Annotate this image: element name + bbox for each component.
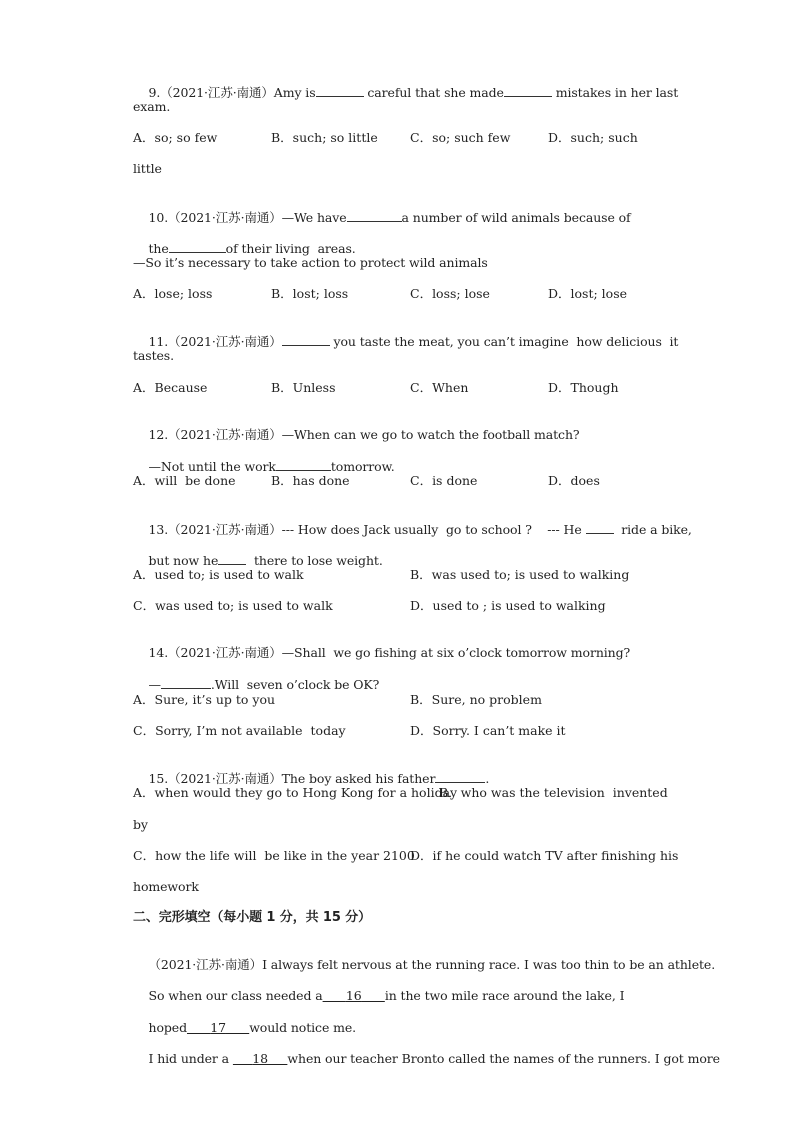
cloze-blank-16[interactable]: 16 [345, 988, 362, 1003]
passage-line: hoped 17 would notice me. [148, 1020, 357, 1035]
option-d[interactable]: D．Though [548, 380, 619, 395]
option-d[interactable]: D．does [548, 473, 600, 488]
option-a[interactable]: A．Sure, it’s up to you [133, 692, 276, 707]
option-c[interactable]: C．was used to; is used to walk [133, 598, 333, 613]
answer-blank[interactable] [276, 458, 331, 471]
option-c[interactable]: C．When [410, 380, 469, 395]
question-continuation: exam. [133, 99, 171, 114]
answer-blank[interactable] [347, 209, 402, 222]
option-a[interactable]: A．will be done [133, 473, 236, 488]
option-b[interactable]: B．such; so little [271, 130, 378, 145]
answer-blank[interactable] [316, 84, 364, 97]
option-c[interactable]: C．loss; lose [410, 286, 490, 301]
option-c[interactable]: C．how the life will be like in the year 2100 [133, 848, 415, 863]
dialogue-line: —So it’s necessary to take action to protect wild animals [133, 255, 488, 270]
question-continuation: but now he there to lose weight. [148, 553, 383, 568]
option-d[interactable]: D．used to ; is used to walking [410, 598, 606, 613]
section-heading: 二、完形填空（每小题 1 分，共 15 分） [133, 910, 372, 925]
dialogue-line: — .Will seven o’clock be OK? [148, 677, 380, 692]
option-d[interactable]: D．Sorry. I can’t make it [410, 723, 566, 738]
option-a[interactable]: A．used to; is used to walk [133, 567, 304, 582]
question-15: 15.（2021·江苏·南通）The boy asked his father . [148, 771, 490, 786]
question-continuation: the of their living areas. [148, 241, 356, 256]
question-12: 12.（2021·江苏·南通）—When can we go to watch the football match? [148, 427, 580, 442]
option-b[interactable]: B．lost; loss [271, 286, 349, 301]
option-b[interactable]: B．who was the television invented [439, 785, 668, 800]
question-13: 13.（2021·江苏·南通）--- How does Jack usually go to school ? --- He ride a bike, [148, 522, 692, 537]
answer-blank[interactable] [282, 333, 330, 346]
answer-blank[interactable] [169, 240, 226, 253]
option-d[interactable]: D．lost; lose [548, 286, 628, 301]
answer-blank[interactable] [218, 552, 246, 565]
passage-line: So when our class needed a 16 in the two mile race around the lake, I [148, 988, 625, 1003]
cloze-blank-18[interactable]: 18 [252, 1051, 269, 1066]
option-continuation: little [133, 161, 162, 176]
option-a[interactable]: A．when would they go to Hong Kong for a holiday [133, 785, 458, 800]
dialogue-line: —Not until the work tomorrow. [148, 459, 395, 474]
option-a[interactable]: A．Because [133, 380, 208, 395]
question-11: 11.（2021·江苏·南通） you taste the meat, you can’t imagine how delicious it [148, 334, 679, 349]
option-b[interactable]: B．was used to; is used to walking [410, 567, 630, 582]
question-source: （2021·江苏·南通） [160, 85, 274, 100]
option-b[interactable]: B．Sure, no problem [410, 692, 542, 707]
option-d[interactable]: D．such; such [548, 130, 638, 145]
option-b[interactable]: B．Unless [271, 380, 336, 395]
answer-blank[interactable] [435, 770, 485, 783]
option-a[interactable]: A．so; so few [133, 130, 218, 145]
question-number: 9 [148, 85, 157, 100]
option-b[interactable]: B．has done [271, 473, 350, 488]
option-d[interactable]: D．if he could watch TV after finishing his [410, 848, 679, 863]
answer-blank[interactable] [504, 84, 552, 97]
option-c[interactable]: C．Sorry, I’m not available today [133, 723, 346, 738]
answer-blank[interactable] [161, 676, 211, 689]
option-continuation: by [133, 817, 148, 832]
question-10: 10.（2021·江苏·南通）—We have a number of wild animals because of [148, 210, 631, 225]
question-continuation: tastes. [133, 348, 174, 363]
question-9: 9.（2021·江苏·南通）Amy is careful that she made mistakes in her last [148, 85, 679, 100]
option-c[interactable]: C．is done [410, 473, 478, 488]
answer-blank[interactable] [586, 521, 614, 534]
question-14: 14.（2021·江苏·南通）—Shall we go fishing at six o’clock tomorrow morning? [148, 645, 631, 660]
option-continuation: homework [133, 879, 199, 894]
cloze-blank-17[interactable]: 17 [210, 1020, 226, 1035]
option-c[interactable]: C．so; such few [410, 130, 511, 145]
passage-line: （2021·江苏·南通）I always felt nervous at the running race. I was too thin to be an athlete. [148, 957, 716, 972]
passage-source: （2021·江苏·南通） [148, 957, 263, 972]
passage-line: I hid under a 18 when our teacher Bronto called the names of the runners. I got more [148, 1051, 720, 1066]
option-a[interactable]: A．lose; loss [133, 286, 213, 301]
